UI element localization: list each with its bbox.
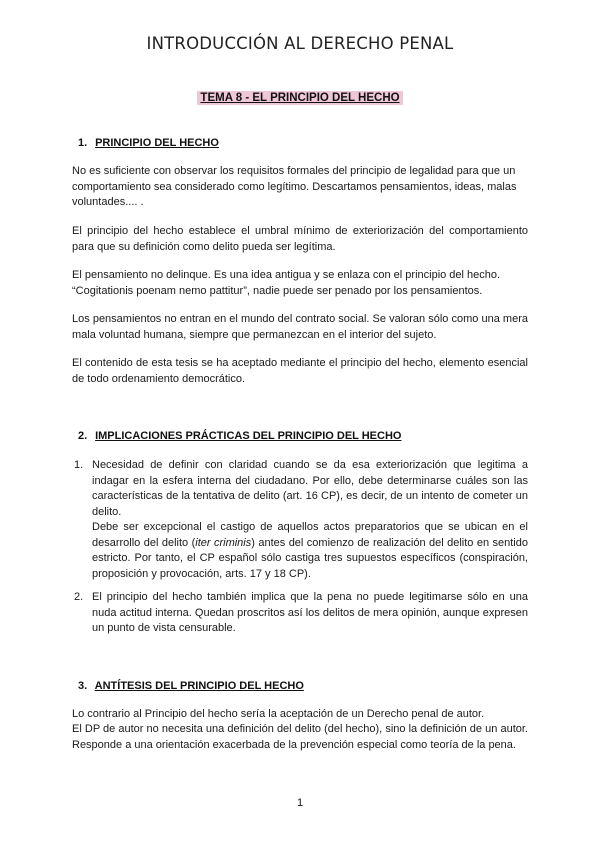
paragraph: El pensamiento no delinque. Es una idea antigua y se enlaza con el principio del hecho. “Cogitationis poenam nemo pattitur”, nadie puede ser penado por los pensamientos. xyxy=(72,269,501,297)
section-title: PRINCIPIO DEL HECHO xyxy=(95,137,219,149)
list-item xyxy=(74,458,528,582)
section-title: ANTÍTESIS DEL PRINCIPIO DEL HECHO xyxy=(94,680,304,692)
paragraph: Lo contrario al Principio del hecho sería la aceptación de un Derecho penal de autor. xyxy=(72,708,485,720)
text-segment: ) antes del comienzo de realización del delito en sentido estricto. Por tanto, el CP español sólo castiga tres supuestos específicos (conspiración, proposición y provocación, arts. 17 y 18 CP). xyxy=(92,536,528,580)
section-title: IMPLICACIONES PRÁCTICAS DEL PRINCIPIO DEL HECHO xyxy=(95,430,402,442)
paragraph: No es suficiente con observar los requisitos formales del principio de legalidad para que un comportamiento sea considerado como legítimo. Descartamos pensamientos, ideas, malas voluntades.... . xyxy=(72,165,517,208)
page-number: 1 xyxy=(296,797,304,809)
paragraph: El principio del hecho establece el umbral mínimo de exteriorización del comportamiento para que su definición como delito pueda ser legítima. xyxy=(72,225,528,253)
text-segment: Debe ser excepcional el castigo de aquellos actos preparatorios que se ubican en el desarrollo del delito ( xyxy=(92,521,528,549)
paragraph: Los pensamientos no entran en el mundo del contrato social. Se valoran sólo como una mera mala voluntad humana, siempre que permanezcan en el interior del sujeto. xyxy=(72,313,528,341)
section-1-heading xyxy=(78,137,219,149)
section-number: 3. xyxy=(78,680,88,692)
paragraph: El contenido de esta tesis se ha aceptado mediante el principio del hecho, elemento esencial de todo ordenamiento democrático. xyxy=(72,357,528,385)
section-3-heading xyxy=(78,680,304,692)
section-number: 1. xyxy=(78,137,88,149)
section-2-heading xyxy=(78,430,401,442)
paragraph: El DP de autor no necesita una definición del delito (del hecho), sino la definición de un autor. Responde a una orientación exacerbada de la prevención especial como teoría de la pena. xyxy=(72,723,528,751)
list-marker: 1. xyxy=(74,459,84,471)
list-item-text: El principio del hecho también implica que la pena no puede legitimarse sólo en una nuda actitud interna. Quedan proscritos así los delitos de mera opinión, aunque expresen un punto de vista censurable. xyxy=(92,591,528,634)
list-item-text: Necesidad de definir con claridad cuando se da esa exteriorización que legitima a indagar en la esfera interna del ciudadano. Por ello, debe determinarse cuáles son las características de la tentativa de delito (art. 16 CP), es decir, de un intento de cometer un delito. xyxy=(92,459,528,518)
document-header: INTRODUCCIÓN AL DERECHO PENAL xyxy=(146,34,454,53)
topic-title-wrap xyxy=(0,88,600,106)
list-marker: 2. xyxy=(74,591,84,603)
topic-title: TEMA 8 - EL PRINCIPIO DEL HECHO xyxy=(197,91,402,105)
list-item-text xyxy=(92,520,528,582)
latin-term: iter criminis xyxy=(195,536,252,549)
list-item xyxy=(74,590,528,637)
section-number: 2. xyxy=(78,430,88,442)
